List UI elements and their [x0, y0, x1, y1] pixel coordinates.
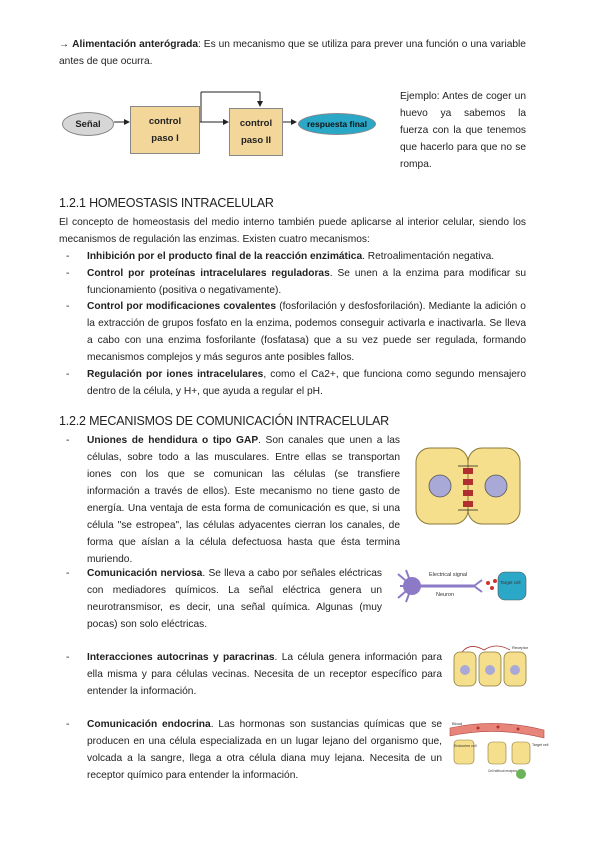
section-heading-communication: 1.2.2 MECANISMOS DE COMUNICACIÓN INTRACELULAR — [59, 414, 389, 428]
autocrine-paracrine-figure — [452, 640, 532, 688]
feedforward-diagram — [60, 88, 380, 160]
list-item: Regulación por iones intracelulares, como el Ca2+, que funciona como segundo mensajero dentro de la célula, y H+, que ayuda a regular el pH. — [87, 369, 526, 397]
electrical-signal-label: Electrical signal — [429, 572, 468, 578]
endocrine-figure — [448, 716, 549, 780]
page: → Alimentación anterógrada: Es un mecanismo que se utiliza para prever una función o una variable antes de que ocurra. Señal control paso I control paso II respuesta final Ejemplo: Antes de coger un huevo ya sabemos la fuerza con la que tenemos que hacerlo para que no se rompa. 1.2.1 HOMEOSTASIS INTRACELULAR El concepto de homeostasis del medio interno también puede aplicarse al interior celular, siendo los mecanismos de regulación las enzimas. Existen cuatro mecanismos: - Inhibición por el producto final de la reacción enzimática. Retroalimentación negativa. - Control por proteínas intracelulares reguladoras. Se unen a la enzima para modificar su funcionamiento (positiva o negativamente). - Control por modificaciones covalentes (fosforilación y desfosforilación). Mediante la adición o la extracción de grupos fosfato en la enzima, podemos conseguir activarla e inactivarla. Se lleva a cabo con una enzima fosforilante (fosfatasa) que a su vez puede ser regulada, formando mecanismos complejos y más seguros ante posibles fallos. - Regulación por iones intracelulares, como el Ca2+, que funciona como segundo mensajero dentro de la célula, y H+, que ayuda a regular el pH. 1.2.2 MECANISMOS DE COMUNICACIÓN INTRACELULAR - Uniones de hendidura o tipo GAP. Son canales que unen a las células, sobre todo a las musculares. Entre ellas se transportan iones con los que se comunican las células (se transfiere información a través de ellos). Este mecanismo no tiene gasto de energía. Una ventaja de esta forma de comunicación es que, si una célula "se estropea", las células adyacentes cierran los canales, de forma que aíslan a la célula defectuosa hasta que ésta termina muriendo. - Comunicación nerviosa. Se lleva a cabo por señales eléctricas con mediadores químicos. La señal eléctrica genera un neurotransmisor, es decir, una señal química. Algunas (muy pocas) son solo eléctricas. Electrical signal Neuron Target cell - Interacciones autocrinas y paracrinas. La célula genera información para ella misma y para células vecinas. Necesita de un receptor específico para entender la información. Receptor - Comunicación endocrina. Las hormonas son sustancias químicas que se producen en una célula especializada en un lugar lejano del organismo que, volcada a la sangre, llega a otra célula diana muy lejana. Necesita de un receptor químico para entender la información. Endocrine cell Blood Target cell Cell without receptor — [0, 0, 600, 848]
list-item: Uniones de hendidura o tipo GAP. Son canales que unen a las células, sobre todo a las musculares. Entre ellas se transportan iones con los que se comunican las células (se transfiere información a través de ellos). Este mecanismo no tiene gasto de energía. Una ventaja de esta forma de comunicación es que, si una célula "se estropea", las células adyacentes cierran los canales, de forma que aíslan a la célula defectuosa hasta que ésta termina muriendo. — [87, 435, 400, 565]
control-step-1-box: control paso I — [130, 106, 200, 154]
anterograde-paragraph: → Alimentación anterógrada: Es un mecanismo que se utiliza para prever una función o una variable antes de que ocurra. — [59, 39, 526, 67]
endocrine-cell-label: Endocrine cell — [454, 744, 477, 748]
blood-label: Blood — [452, 721, 463, 726]
anterograde-title: Alimentación anterógrada — [72, 39, 198, 50]
gap-junction-figure — [414, 446, 522, 526]
receptor-label: Receptor — [512, 645, 529, 650]
homeostasis-intro: El concepto de homeostasis del medio interno también puede aplicarse al interior celular, siendo los mecanismos de regulación las enzimas. Existen cuatro mecanismos: — [59, 217, 526, 245]
list-item: Control por proteínas intracelulares reguladoras. Se unen a la enzima para modificar su funcionamiento (positiva o negativamente). — [87, 268, 526, 296]
target-label: Target cell — [532, 743, 549, 747]
list-item: Control por modificaciones covalentes (fosforilación y desfosforilación). Mediante la adición o la extracción de grupos fosfato en la enzima, podemos conseguir activarla e inactivarla. Se lleva a cabo con una enzima fosforilante (fosfatasa) que a su vez puede ser regulada, formando mecanismos complejos y más seguros ante posibles fallos. — [87, 301, 526, 363]
no-receptor-label: Cell without receptor — [488, 769, 518, 773]
example-text: Ejemplo: Antes de coger un huevo ya sabemos la fuerza con la que tenemos que hacerlo para que no se rompa. — [400, 91, 526, 170]
target-cell-label: Target cell — [500, 580, 521, 585]
list-item: Comunicación nerviosa. Se lleva a cabo por señales eléctricas con mediadores químicos. La señal eléctrica genera un neurotransmisor, es decir, una señal química. Algunas (muy pocas) son solo eléctricas. — [87, 568, 382, 630]
signal-oval: Señal — [62, 112, 114, 136]
nervous-communication-figure — [396, 566, 528, 606]
section-heading-homeostasis: 1.2.1 HOMEOSTASIS INTRACELULAR — [59, 196, 274, 210]
control-step-2-box: control paso II — [229, 108, 283, 156]
final-response-oval: respuesta final — [298, 113, 376, 135]
list-item: Comunicación endocrina. Las hormonas son sustancias químicas que se producen en una célula especializada en un lugar lejano del organismo que, volcada a la sangre, llega a otra célula diana muy lejana. Necesita de un receptor químico para entender la información. — [87, 719, 443, 781]
list-item: Interacciones autocrinas y paracrinas. La célula genera información para ella misma y para células vecinas. Necesita de un receptor específico para entender la información. — [87, 652, 442, 697]
list-item: Inhibición por el producto final de la reacción enzimática. Retroalimentación negativa. — [87, 251, 495, 262]
neuron-label: Neuron — [436, 592, 455, 598]
